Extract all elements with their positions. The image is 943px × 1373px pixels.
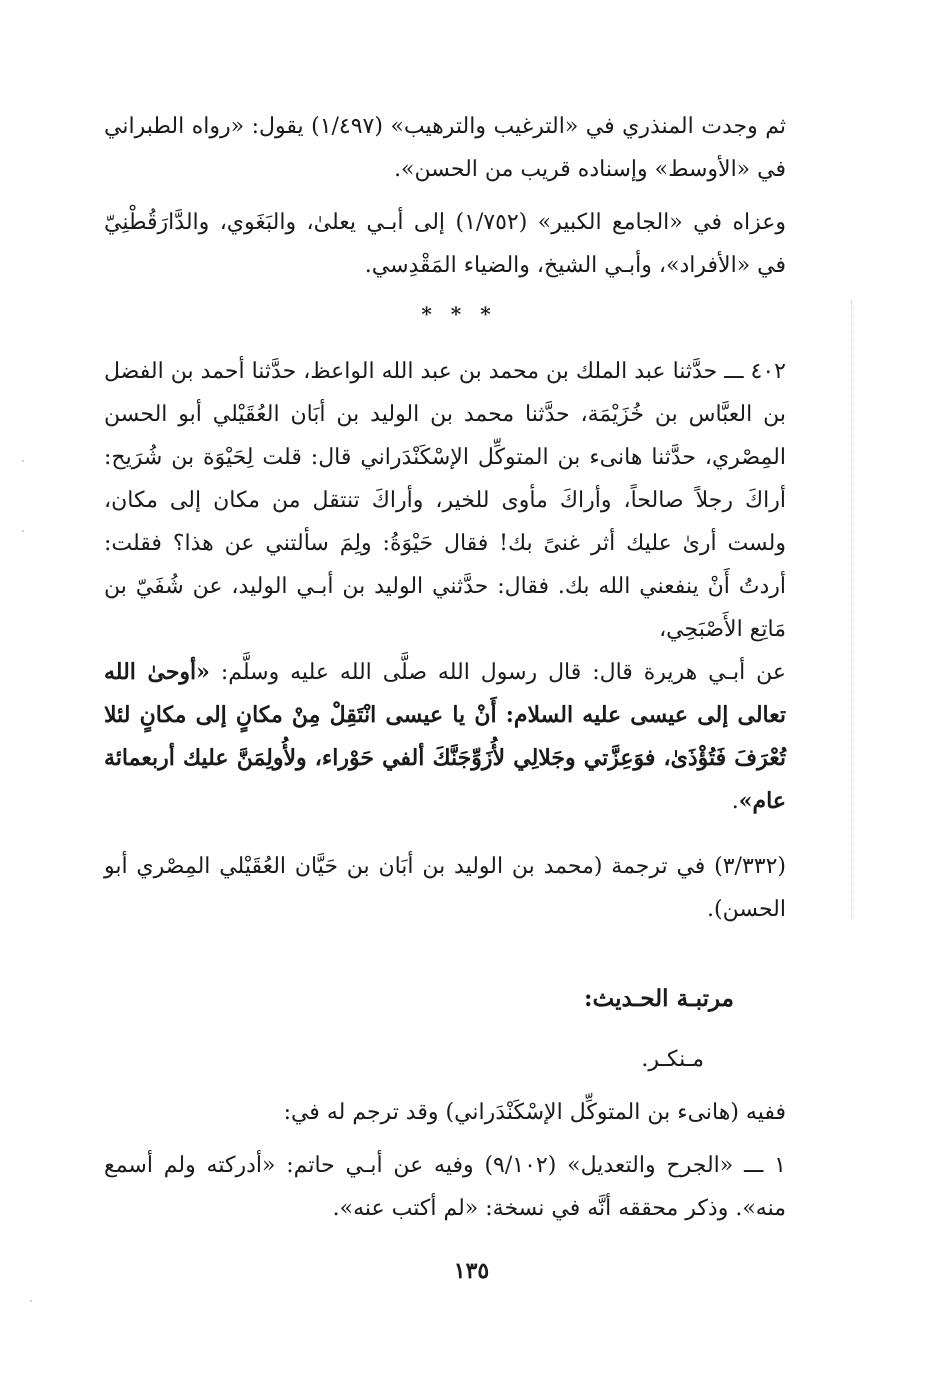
page-number: ١٣٥ — [453, 1258, 490, 1284]
paragraph-jami-kabir-note: وعزاه في «الجامع الكبير» (١/٧٥٢) إلى أبـي يعلىٰ، والبَغَوي، والدَّارَقُطْنِيّ في «الأفراد»، وأبـي الشيخ، والضياء المَقْدِسي. — [104, 210, 786, 278]
paragraph-hadith-matn — [104, 651, 814, 823]
paragraph-hadith-isnad: ٤٠٢ ـــ حدَّثنا عبد الملك بن محمد بن عبد الله الواعظ، حدَّثنا أحمد بن الفضل بن العبَّاس بن خُزَيْمَة، حدَّثنا محمد بن الوليد بن أبَان العُقَيْلي أبو الحسن المِصْري، حدَّثنا هانىء بن المتوكِّل الإسْكَنْدَراني قال: قلت لِحَيْوَة بن شُرَيح: أراكَ رجلاً صالحاً، وأراكَ مأوى للخير، وأراكَ تنتقل من مكان إلى مكان، ولست أرىٰ عليك أثر غنىً بك! فقال حَيْوَةُ: ولِمَ سألتني عن هذا؟ فقلت: أردتُ أَنْ ينفعني الله بك. فقال: حدَّثني الوليد بن أبـي الوليد، عن شُفَيّ بن مَاتِع الأَصْبَحِي، — [104, 359, 786, 642]
matn-intro: عن أبـي هريرة قال: قال رسول الله صلَّى الله عليه وسلَّم: — [209, 660, 786, 685]
paragraph-mundhiri-note: ثم وجدت المنذري في «الترغيب والترهيب» (١/٤٩٧) يقول: «رواه الطبراني في «الأوسط» وإسناده قريب من الحسن». — [104, 114, 786, 182]
paragraph-source-reference: (٣/٣٣٢) في ترجمة (محمد بن الوليد بن أبَان بن حَيَّان العُقَيْلي المِصْري أبو الحسن). — [104, 854, 786, 922]
page-body — [104, 105, 814, 1230]
scan-speck — [22, 460, 24, 462]
matn-end: . — [731, 789, 739, 814]
section-heading: مرتبـة الحـديث: — [584, 985, 734, 1012]
scan-speck — [30, 1300, 32, 1302]
paragraph-jarh-tadil: ١ ـــ «الجرح والتعديل» (٩/١٠٢) وفيه عن أبـي حاتم: «أدركته ولم أسمع منه». وذكر محققه أنَّه في نسخة: «لم أكتب عنه». — [104, 1153, 786, 1221]
paragraph-narrator-note: ففيه (هانىء بن المتوكِّل الإسْكَنْدَراني) وقد ترجم له في: — [283, 1100, 786, 1125]
scan-speck — [22, 530, 24, 532]
hadith-grade: مـنكـر. — [641, 1047, 704, 1072]
scan-edge-line — [851, 300, 852, 920]
matn-text: «أوحىٰ الله تعالى إلى عيسى عليه السلام: أَنْ يا عيسى انْتَقِلْ مِنْ مكانٍ إلى مكانٍ لئلا تُعْرَفَ فَتُؤْذَىٰ، فوَعِزَّتي وجَلالِي لأُزَوِّجَنَّكَ ألفي حَوْراء، ولأُولِمَنَّ عليك أربعمائة عام» — [104, 659, 786, 814]
section-separator: * * * — [421, 302, 497, 326]
